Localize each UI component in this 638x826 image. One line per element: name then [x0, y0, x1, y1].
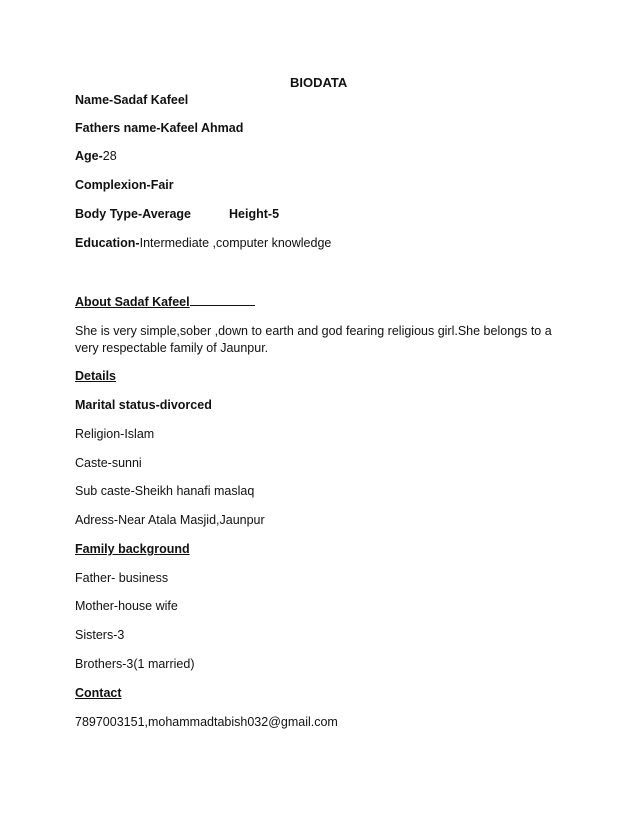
contact-heading: Contact — [75, 686, 122, 700]
about-heading-underline — [190, 294, 255, 306]
brothers-line: Brothers-3(1 married) — [75, 657, 195, 671]
age-label: Age- — [75, 149, 103, 163]
about-heading: About Sadaf Kafeel — [75, 295, 190, 309]
details-heading: Details — [75, 369, 116, 383]
height: Height-5 — [229, 207, 280, 221]
mother-line: Mother-house wife — [75, 599, 178, 613]
family-heading: Family background — [75, 542, 190, 556]
marital-status-line: Marital status-divorced — [75, 398, 212, 412]
about-heading-line — [75, 294, 255, 310]
about-paragraph: She is very simple,sober ,down to earth and god fearing religious girl.She belongs to a very respectable family of Jaunpur. — [75, 324, 552, 355]
education-label: Education- — [75, 236, 140, 250]
body-type-height-line — [75, 207, 279, 222]
sub-caste-line: Sub caste-Sheikh hanafi maslaq — [75, 484, 255, 498]
fathers-name-line: Fathers name-Kafeel Ahmad — [75, 121, 244, 135]
sisters-line: Sisters-3 — [75, 628, 125, 642]
education-line — [75, 236, 331, 251]
complexion-line: Complexion-Fair — [75, 178, 174, 192]
body-type: Body Type-Average — [75, 207, 192, 221]
address-line: Adress-Near Atala Masjid,Jaunpur — [75, 513, 265, 527]
father-line: Father- business — [75, 571, 169, 585]
contact-value: 7897003151,mohammadtabish032@gmail.com — [75, 715, 338, 729]
name-line: Name-Sadaf Kafeel — [75, 93, 189, 107]
age-value: 28 — [102, 149, 117, 163]
page-title: BIODATA — [290, 75, 348, 90]
education-value: Intermediate ,computer knowledge — [139, 236, 332, 250]
caste-line: Caste-sunni — [75, 456, 142, 470]
religion-line: Religion-Islam — [75, 427, 155, 441]
age-line — [75, 149, 117, 164]
